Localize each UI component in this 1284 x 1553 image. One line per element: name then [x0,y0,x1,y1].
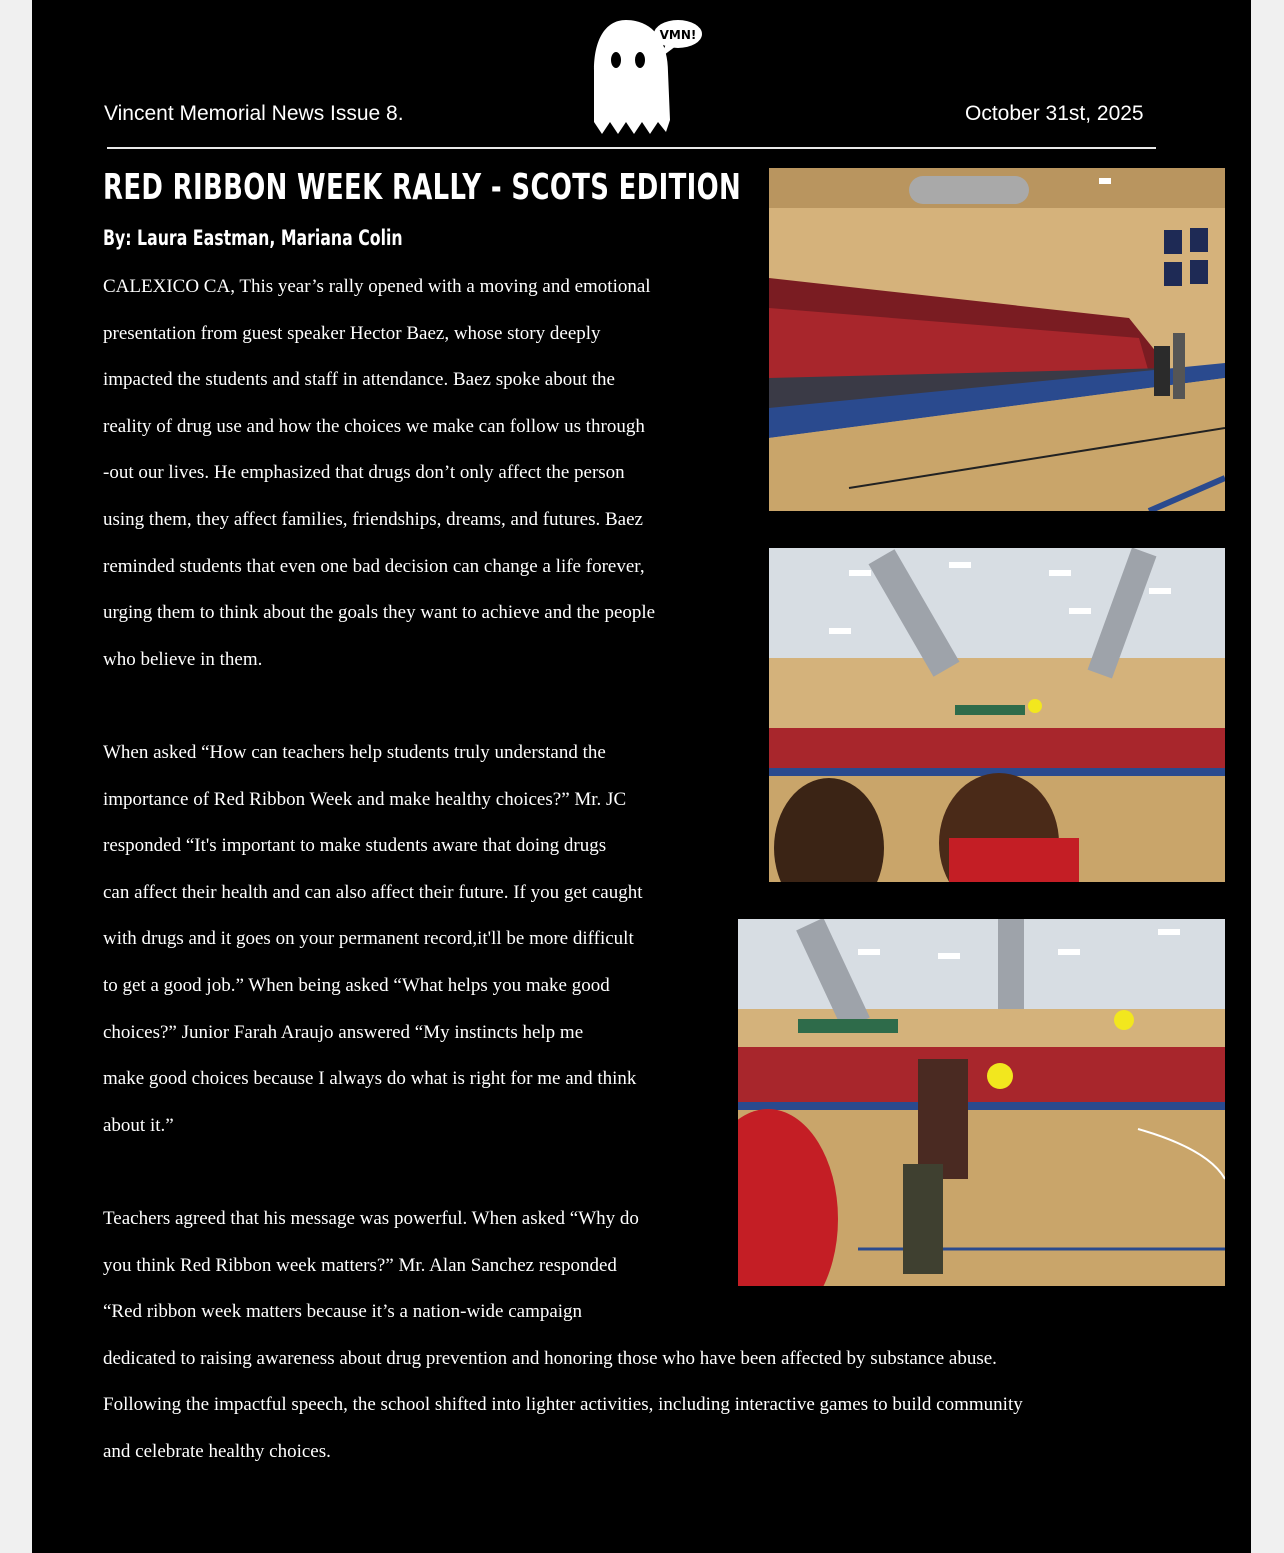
text-line: responded “It's important to make students aware that doing drugs [103,835,607,857]
text-line: “Red ribbon week matters because it’s a nation-wide campaign [103,1301,583,1323]
paragraph-1 [103,273,655,692]
rally-photo-balloon-game [738,919,1225,1286]
text-line: CALEXICO CA, This year’s rally opened with a moving and emotional [103,276,651,297]
paragraph-2 [103,739,643,1158]
article-title: RED RIBBON WEEK RALLY - SCOTS EDITION [103,167,742,208]
header-divider [107,147,1156,149]
text-line: Following the impactful speech, the school shifted into lighter activities, including interactive games to build community [103,1394,1023,1416]
rally-photo-court [769,548,1225,882]
text-line: choices?” Junior Farah Araujo answered “My instincts help me [103,1021,584,1043]
text-line: can affect their health and can also affect their future. If you get caught [103,881,643,903]
text-line: with drugs and it goes on your permanent record,it'll be more difficult [103,928,634,950]
text-line: Teachers agreed that his message was powerful. When asked “Why do [103,1208,639,1229]
text-line: who believe in them. [103,648,263,670]
logo-text: VMN! [659,28,697,42]
text-line: about it.” [103,1114,174,1136]
text-line: you think Red Ribbon week matters?” Mr. Alan Sanchez responded [103,1254,617,1276]
text-line: and celebrate healthy choices. [103,1440,331,1462]
text-line: importance of Red Ribbon Week and make healthy choices?” Mr. JC [103,788,627,810]
article-byline: By: Laura Eastman, Mariana Colin [103,226,403,250]
text-line: -out our lives. He emphasized that drugs don’t only affect the person [103,462,625,484]
text-line: dedicated to raising awareness about drug prevention and honoring those who have been affected by substance abuse. [103,1347,997,1369]
text-line: to get a good job.” When being asked “What helps you make good [103,974,610,996]
text-line: presentation from guest speaker Hector Baez, whose story deeply [103,322,601,344]
text-line: using them, they affect families, friendships, dreams, and futures. Baez [103,508,643,530]
text-line: reality of drug use and how the choices we make can follow us through [103,415,645,437]
issue-date: October 31st, 2025 [965,102,1144,125]
text-line: When asked “How can teachers help students truly understand the [103,742,606,763]
ghost-logo-icon [586,12,708,138]
newsletter-page [32,0,1251,1553]
text-line: urging them to think about the goals they want to achieve and the people [103,602,656,624]
text-line: reminded students that even one bad decision can change a life forever, [103,555,645,577]
issue-label: Vincent Memorial News Issue 8. [104,102,404,125]
rally-photo-speaker [769,168,1225,511]
text-line: make good choices because I always do what is right for me and think [103,1068,637,1090]
text-line: impacted the students and staff in attendance. Baez spoke about the [103,369,615,391]
